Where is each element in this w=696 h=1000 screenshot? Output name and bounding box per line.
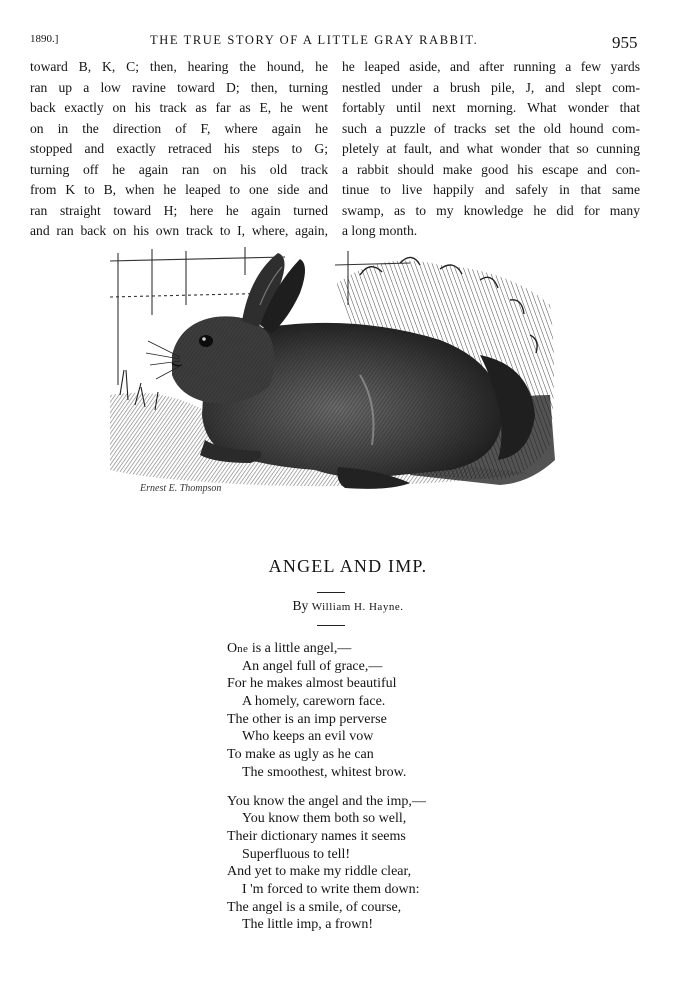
text-line: pletely at fault, and what wonder that so cunning xyxy=(342,141,640,156)
text-line: nestled under a brush pile, J, and slept com- xyxy=(342,79,640,95)
text-line: such a puzzle of tracks set the old hound com- xyxy=(342,120,640,136)
article-column-right xyxy=(342,57,640,242)
rabbit-engraving xyxy=(110,245,560,495)
poem-line: You know the angel and the imp,— xyxy=(227,793,426,809)
title-rule xyxy=(317,592,345,593)
first-small-caps: ne xyxy=(237,643,249,655)
author-name: William H. Hayne. xyxy=(311,601,404,613)
poem-line: The smoothest, whitest brow. xyxy=(242,764,407,780)
article-column-left xyxy=(30,57,328,242)
running-head-date: 1890.] xyxy=(30,33,59,45)
poem-line: The other is an imp perverse xyxy=(227,711,387,727)
text-line: and ran back on his own track to I, where, again, xyxy=(30,223,328,238)
poem-line: A homely, careworn face. xyxy=(242,694,386,710)
engraving-signature: Ernest E. Thompson xyxy=(140,483,222,494)
text-line: from K to B, when he leaped to one side and xyxy=(30,182,328,197)
text-line: a long month. xyxy=(342,223,418,238)
text-line: ran straight toward H; here he again turned xyxy=(30,202,328,218)
poem-line: To make as ugly as he can xyxy=(227,747,374,763)
first-cap: O xyxy=(227,641,238,656)
poem-title: ANGEL AND IMP. xyxy=(268,556,428,576)
poem-line: I 'm forced to write them down: xyxy=(242,881,420,897)
text-line: stopped and exactly retraced his steps to G; xyxy=(30,141,328,156)
text-line: back exactly on his track as far as E, he went xyxy=(30,100,328,115)
page-number: 955 xyxy=(612,33,638,52)
text-line: fortably until next morning. What wonder that xyxy=(342,100,640,115)
stanza-gap xyxy=(227,782,426,793)
poem-line: And yet to make my riddle clear, xyxy=(227,864,412,880)
poem-line: Who keeps an evil vow xyxy=(242,729,374,745)
text-line: a rabbit should make good his escape and con- xyxy=(342,161,640,177)
text-line: turning off he again ran on his old track xyxy=(30,161,328,177)
poem-line: The little imp, a frown! xyxy=(242,917,374,933)
byline-rule xyxy=(317,625,345,626)
running-head-title: THE TRUE STORY OF A LITTLE GRAY RABBIT. xyxy=(150,33,479,47)
text-line: swamp, as to my knowledge he did for many xyxy=(342,202,640,218)
poem-line: Superfluous to tell! xyxy=(242,846,351,862)
poem-line: For he makes almost beautiful xyxy=(227,676,397,692)
poem-line: The angel is a smile, of course, xyxy=(227,899,402,915)
text-line: he leaped aside, and after running a few yards xyxy=(342,59,640,74)
first-line-rest: is a little angel,— xyxy=(248,641,352,656)
poem-line: Their dictionary names it seems xyxy=(227,828,406,844)
byline-prefix: By xyxy=(292,598,309,613)
poem-line: An angel full of grace,— xyxy=(242,658,383,674)
text-line: toward B, K, C; then, hearing the hound, he xyxy=(30,59,328,74)
text-line: tinue to live happily and safely in that same xyxy=(342,182,640,197)
poem-body xyxy=(227,640,426,934)
poem-byline xyxy=(0,598,696,614)
text-line: ran up a low ravine toward D; then, turning xyxy=(30,79,328,95)
poem-line: You know them both so well, xyxy=(242,811,407,827)
text-line: on in the direction of F, where again he xyxy=(30,120,328,136)
poem-line xyxy=(227,640,426,658)
